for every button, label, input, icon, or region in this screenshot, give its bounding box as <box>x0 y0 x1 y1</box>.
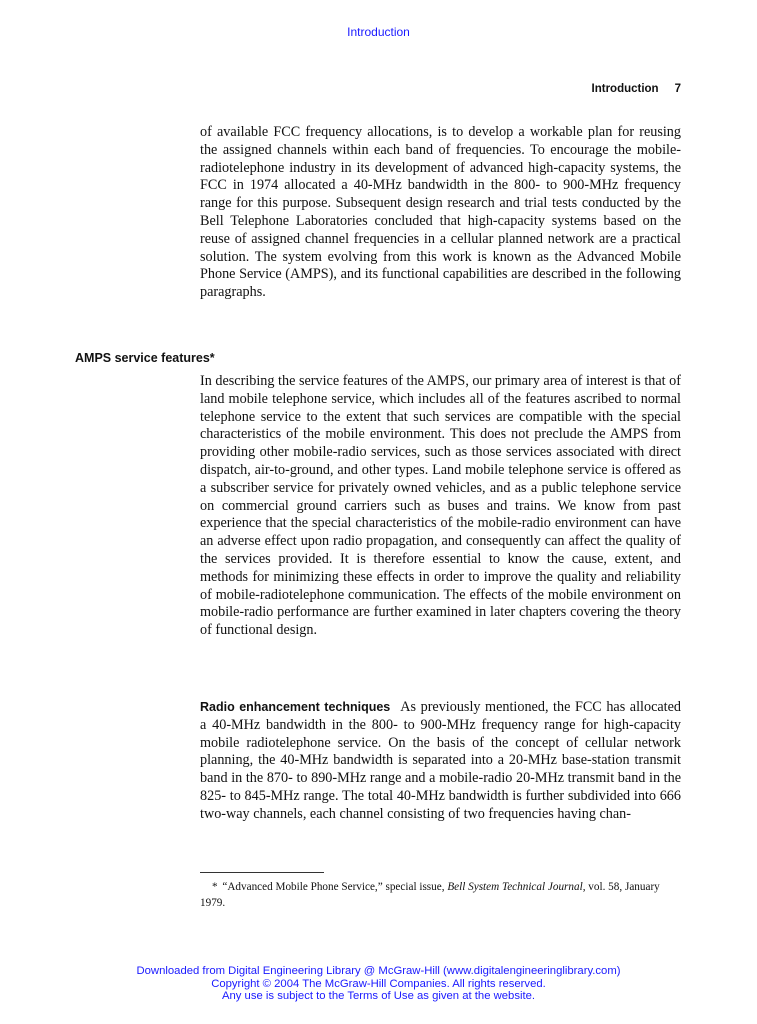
footnote <box>200 880 681 911</box>
footer <box>0 965 757 1003</box>
chapter-link[interactable]: Introduction <box>347 25 410 39</box>
running-head-title: Introduction <box>591 83 659 95</box>
footnote-journal: Bell System Technical Journal, <box>447 881 586 893</box>
footer-copyright-link[interactable]: Copyright © 2004 The McGraw-Hill Companies. All rights reserved. <box>211 977 546 990</box>
running-head <box>592 83 681 95</box>
footer-terms-link[interactable]: Any use is subject to the Terms of Use as given at the website. <box>221 990 536 1002</box>
section-heading: AMPS service features* <box>75 351 215 365</box>
page-number: 7 <box>674 83 681 95</box>
paragraph-3-text: As previously mentioned, the FCC has allocated a 40-MHz bandwidth in the 800- to 900-MHz frequency range for high-capacity mobile radiotelephone service. On the basis of the concept of cellular network planning, the 40-MHz bandwidth is separated into a 20-MHz base-station transmit band in the 870- to 890-MHz range and a mobile-radio 20-MHz transmit band in the 825- to 845-MHz range. The total 40-MHz bandwidth is further subdivided into 666 two-way channels, each channel consisting of two frequencies having chan- <box>200 699 681 822</box>
footnote-citation: vol. 58, January 1979. <box>200 881 660 909</box>
footnote-text: “Advanced Mobile Phone Service,” special issue, <box>222 881 445 893</box>
footnote-divider <box>200 872 324 873</box>
footer-download-link[interactable]: Downloaded from Digital Engineering Library @ McGraw-Hill (www.digitalengineeringlibrary.com) <box>136 965 621 977</box>
subsection-heading: Radio enhancement techniques <box>200 700 391 714</box>
footnote-marker: * <box>212 881 218 893</box>
paragraph-2: In describing the service features of the AMPS, our primary area of interest is that of land mobile telephone service, which includes all of the features ascribed to normal telephone service to the extent that such services are compatible with the special characteristics of the mobile environment. This does not preclude the AMPS from providing other mobile-radio services, such as those services associated with direct dispatch, air-to-ground, and other types. Land mobile telephone service is offered as a subscriber service for privately owned vehicles, and as a public telephone service on commercial ground carriers such as buses and trains. We know from past experience that the special characteristics of the mobile-radio environment can have an adverse effect upon radio propagation, and consequently can affect the quality of the services provided. It is therefore essential to know the cause, extent, and methods for minimizing these effects in order to improve the quality and reliability of mobile-radiotelephone communication. The effects of the mobile environment on mobile-radio performance are further examined in later chapters covering the theory of functional design. <box>200 373 681 639</box>
paragraph-3 <box>200 699 681 824</box>
paragraph-1: of available FCC frequency allocations, is to develop a workable plan for reusing the assigned channels within each band of frequencies. To encourage the mobile-radiotelephone industry in its development of advanced high-capacity systems, the FCC in 1974 allocated a 40-MHz bandwidth in the 800- to 900-MHz frequency range for this purpose. Subsequent design research and trial tests conducted by the Bell Telephone Laboratories concluded that high-capacity systems based on the reuse of assigned channel frequencies in a cellular planned network are a practical solution. The system evolving from this work is known as the Advanced Mobile Phone Service (AMPS), and its functional capabilities are described in the following paragraphs. <box>200 124 681 301</box>
